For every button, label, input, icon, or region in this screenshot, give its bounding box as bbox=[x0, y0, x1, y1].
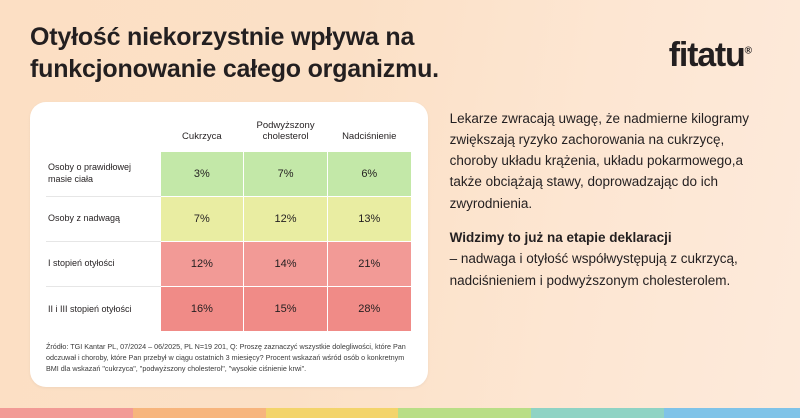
cell-nadwaga-cukrzyca: 7% bbox=[160, 197, 244, 242]
cell-ii-iii-cholesterol: 15% bbox=[244, 287, 328, 332]
cell-nadwaga-cholesterol: 12% bbox=[244, 197, 328, 242]
row-header-prawidlowa-masa: Osoby o prawidłowej masie ciała bbox=[46, 152, 160, 197]
bar-segment-yellow bbox=[266, 408, 399, 418]
cell-prawidlowa-nadcisnienie: 6% bbox=[327, 152, 411, 197]
cell-prawidlowa-cholesterol: 7% bbox=[244, 152, 328, 197]
table-row bbox=[46, 152, 411, 197]
bar-segment-orange bbox=[133, 408, 266, 418]
table-row bbox=[46, 242, 411, 287]
column-header-nadcisnienie: Nadciśnienie bbox=[342, 131, 397, 143]
table-corner-cell bbox=[46, 118, 160, 152]
bar-segment-blue bbox=[664, 408, 800, 418]
bar-segment-teal bbox=[531, 408, 664, 418]
cell-prawidlowa-cukrzyca: 3% bbox=[160, 152, 244, 197]
description-column bbox=[450, 102, 774, 387]
column-header-cukrzyca: Cukrzyca bbox=[182, 131, 222, 143]
row-header-i-stopien: I stopień otyłości bbox=[46, 242, 160, 287]
color-bottom-bar bbox=[0, 408, 800, 418]
column-header-cholesterol: Podwyższony cholesterol bbox=[256, 119, 315, 143]
description-paragraph-1: Lekarze zwracają uwagę, że nadmierne kilogramy zwiększają ryzyko zachorowania na cukrzycę, choroby układu krążenia, układu pokarmowego,a także obciążają stawy, doprowadzając do ich zwyrodnienia. bbox=[449, 110, 750, 211]
logo-registered-mark: ® bbox=[744, 45, 752, 57]
table-head bbox=[46, 118, 411, 152]
header bbox=[30, 22, 774, 86]
bar-segment-red bbox=[0, 408, 133, 418]
cell-i-stopien-cukrzyca: 12% bbox=[160, 242, 244, 287]
stats-table bbox=[46, 118, 412, 333]
table-row bbox=[46, 287, 411, 332]
logo-text: fitatu bbox=[668, 36, 745, 74]
table-row bbox=[46, 197, 411, 242]
row-header-nadwaga: Osoby z nadwagą bbox=[46, 197, 160, 242]
content-area bbox=[30, 102, 774, 387]
headline-line-1: Otyłość niekorzystnie wpływa na bbox=[30, 23, 415, 51]
stats-card bbox=[30, 102, 428, 387]
cell-ii-iii-nadcisnienie: 28% bbox=[327, 287, 411, 332]
description-paragraph-2-rest: – nadwaga i otyłość współwystępują z cukrzycą, nadciśnieniem i podwyższonym cholesterolem. bbox=[449, 251, 738, 288]
cell-nadwaga-nadcisnienie: 13% bbox=[327, 197, 411, 242]
bar-segment-green bbox=[398, 408, 531, 418]
cell-ii-iii-cukrzyca: 16% bbox=[160, 287, 244, 332]
table-header-row bbox=[46, 118, 411, 152]
description-paragraph-2-bold: Widzimy to już na etapie deklaracji bbox=[449, 230, 672, 246]
table-body bbox=[46, 152, 411, 332]
headline-line-2: funkcjonowanie całego organizmu. bbox=[30, 54, 439, 83]
source-note: Źródło: TGI Kantar PL, 07/2024 – 06/2025, PL N=19 201, Q: Proszę zaznaczyć wszystkie dolegliwości, które Pan odczuwał i choroby, które Pan przebył w ciągu ostatnich 3 miesięcy? Procent wskazań wśród osób o konkretnym BMI dla wskazań "cukrzyca", "podwyższony cholesterol", "wysokie ciśnienie krwi". bbox=[46, 342, 406, 373]
cell-i-stopien-nadcisnienie: 21% bbox=[327, 242, 411, 287]
page-title bbox=[30, 22, 439, 86]
row-header-ii-iii-stopien: II i III stopień otyłości bbox=[48, 303, 132, 314]
cell-i-stopien-cholesterol: 14% bbox=[244, 242, 328, 287]
fitatu-logo bbox=[669, 36, 752, 75]
